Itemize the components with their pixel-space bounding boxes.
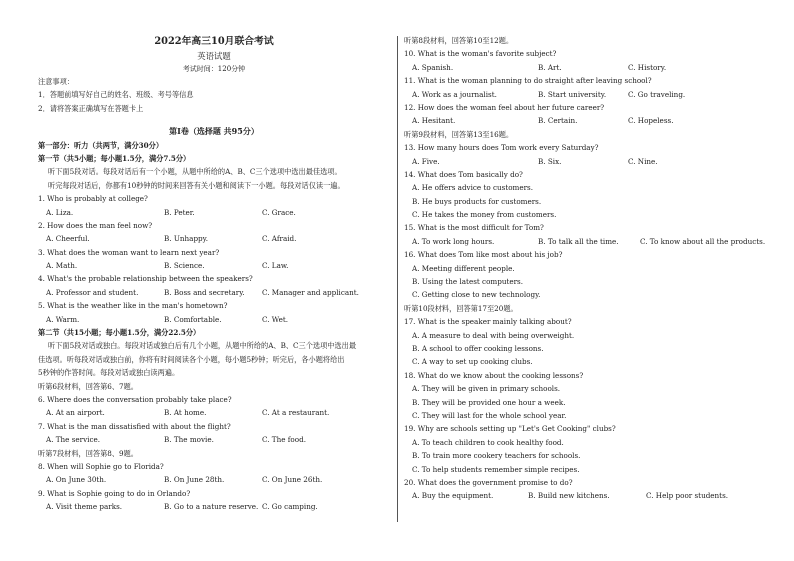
- option-a: A. Work as a journalist.: [412, 89, 497, 99]
- option-c: C. Hopeless.: [628, 116, 674, 126]
- question-10: 10. What is the woman's favorite subject?: [404, 49, 557, 59]
- option-c: C. Go camping.: [262, 502, 318, 512]
- listen-instruction: 听第9段材料，回答第13至16题。: [404, 129, 514, 139]
- option-b: B. At home.: [164, 408, 207, 418]
- question-11: 11. What is the woman planning to do straight after leaving school?: [404, 76, 652, 86]
- options-6: [38, 406, 390, 419]
- options-5: [38, 313, 390, 326]
- exam-title: 2022年高三10月联合考试: [154, 36, 274, 47]
- option-c: C. Help poor students.: [646, 491, 729, 501]
- options-15: [404, 235, 764, 248]
- left-column: [38, 34, 390, 514]
- section1-instruction: 听完每段对话后，你都有10秒钟的时间来回答有关小题和阅读下一小题。每段对话仅读一遍。: [48, 180, 345, 190]
- option-b: B. He buys products for customers.: [412, 196, 542, 206]
- option-c: C. The food.: [262, 435, 306, 445]
- option-a: A. They will be given in primary schools.: [412, 384, 561, 394]
- option-a: A. Hesitant.: [412, 116, 456, 126]
- option-b: B. On June 28th.: [164, 475, 225, 485]
- section2-instruction: 佳选项。听每段对话或独白前，你将有时间阅读各个小题，每小题5秒钟；听完后，各小题将给出: [38, 354, 345, 364]
- option-b: B. To talk all the time.: [538, 236, 619, 246]
- options-8: [38, 473, 390, 486]
- section2-instruction: 5秒钟的作答时间。每段对话或独白读两遍。: [38, 368, 180, 378]
- options-3: [38, 259, 390, 272]
- option-a: A. He offers advice to customers.: [412, 183, 534, 193]
- options-20: [404, 489, 764, 502]
- option-b: B. Build new kitchens.: [528, 491, 610, 501]
- option-a: A. Buy the equipment.: [412, 491, 494, 501]
- option-c: C. Wet.: [262, 314, 289, 324]
- question-9: 9. What is Sophie going to do in Orlando?: [38, 488, 191, 498]
- option-b: B. Unhappy.: [164, 234, 209, 244]
- option-c: C. A way to set up cooking clubs.: [412, 357, 533, 367]
- option-b: B. A school to offer cooking lessons.: [412, 343, 544, 353]
- option-b: B. To train more cookery teachers for schools.: [412, 451, 581, 461]
- question-12: 12. How does the woman feel about her future career?: [404, 102, 605, 112]
- part1-heading: 第一部分：听力（共两节，满分30分）: [38, 140, 164, 150]
- option-a: A. Math.: [46, 261, 78, 271]
- section1-instruction: 听下面5段对话。每段对话后有一个小题，从题中所给的A、B、C三个选项中选出最佳选项。: [48, 167, 342, 177]
- option-c: C. Grace.: [262, 207, 296, 217]
- options-4: [38, 286, 390, 299]
- note-item: 1．答题前填写好自己的姓名、班级、考号等信息: [38, 90, 194, 100]
- question-17: 17. What is the speaker mainly talking about?: [404, 317, 572, 327]
- option-a: A. To teach children to cook healthy food.: [412, 437, 564, 447]
- question-13: 13. How many hours does Tom work every Saturday?: [404, 143, 599, 153]
- option-a: A. At an airport.: [46, 408, 105, 418]
- listen-instruction: 听第7段材料，回答第8、9题。: [38, 448, 138, 458]
- option-a: A. Liza.: [46, 207, 74, 217]
- option-a: A. Cheerful.: [46, 234, 90, 244]
- option-c: C. History.: [628, 62, 667, 72]
- option-a: A. Professor and student.: [46, 287, 139, 297]
- option-b: B. Boss and secretary.: [164, 287, 245, 297]
- options-13: [404, 155, 764, 168]
- option-c: C. At a restaurant.: [262, 408, 330, 418]
- options-12: [404, 114, 764, 127]
- notes-label: 注意事项：: [38, 77, 74, 86]
- listen-instruction: 听第6段材料，回答第6、7题。: [38, 381, 138, 391]
- options-11: [404, 88, 764, 101]
- option-b: B. Science.: [164, 261, 205, 271]
- option-c: C. To know about all the products.: [640, 236, 766, 246]
- column-divider: [397, 36, 398, 522]
- option-c: C. Manager and applicant.: [262, 287, 359, 297]
- question-15: 15. What is the most difficult for Tom?: [404, 223, 544, 233]
- option-b: B. Six.: [538, 156, 562, 166]
- option-b: B. Start university.: [538, 89, 607, 99]
- question-7: 7. What is the man dissatisfied with about the flight?: [38, 421, 231, 431]
- question-16: 16. What does Tom like most about his job?: [404, 250, 563, 260]
- option-c: C. Go traveling.: [628, 89, 686, 99]
- option-a: A. A measure to deal with being overweight.: [412, 330, 575, 340]
- option-a: A. Five.: [412, 156, 440, 166]
- right-column: [404, 34, 764, 503]
- option-a: A. Spanish.: [412, 62, 454, 72]
- question-18: 18. What do we know about the cooking lessons?: [404, 370, 584, 380]
- option-b: B. The movie.: [164, 435, 214, 445]
- options-10: [404, 61, 764, 74]
- option-b: B. They will be provided one hour a week.: [412, 397, 566, 407]
- question-8: 8. When will Sophie go to Florida?: [38, 461, 164, 471]
- question-3: 3. What does the woman want to learn next year?: [38, 247, 220, 257]
- section1-heading: 第一节（共5小题；每小题1.5分，满分7.5分）: [38, 153, 191, 163]
- options-9: [38, 500, 390, 513]
- option-b: B. Peter.: [164, 207, 195, 217]
- option-c: C. On June 26th.: [262, 475, 323, 485]
- option-c: C. Afraid.: [262, 234, 297, 244]
- option-c: C. Law.: [262, 261, 289, 271]
- question-19: 19. Why are schools setting up "Let's Get Cooking" clubs?: [404, 424, 616, 434]
- option-a: A. Meeting different people.: [412, 263, 515, 273]
- option-b: B. Certain.: [538, 116, 578, 126]
- question-4: 4. What's the probable relationship between the speakers?: [38, 274, 253, 284]
- option-b: B. Go to a nature reserve.: [164, 502, 259, 512]
- section2-heading: 第二节（共15小题；每小题1.5分，满分22.5分）: [38, 328, 201, 338]
- option-a: A. To work long hours.: [412, 236, 495, 246]
- option-b: B. Art.: [538, 62, 562, 72]
- option-b: B. Comfortable.: [164, 314, 222, 324]
- question-20: 20. What does the government promise to do?: [404, 477, 573, 487]
- option-c: C. To help students remember simple recipes.: [412, 464, 580, 474]
- option-c: C. They will last for the whole school year.: [412, 410, 567, 420]
- section2-instruction: 听下面5段对话或独白。每段对话或独白后有几个小题，从题中所给的A、B、C三个选项中选出最: [48, 341, 357, 351]
- question-2: 2. How does the man feel now?: [38, 220, 153, 230]
- listen-instruction: 听第10段材料，回答第17至20题。: [404, 303, 518, 313]
- options-2: [38, 232, 390, 245]
- option-b: B. Using the latest computers.: [412, 277, 524, 287]
- option-a: A. Warm.: [46, 314, 80, 324]
- question-14: 14. What does Tom basically do?: [404, 169, 523, 179]
- note-item: 2．请将答案正确填写在答题卡上: [38, 103, 144, 113]
- option-a: A. The service.: [46, 435, 101, 445]
- option-a: A. Visit theme parks.: [46, 502, 123, 512]
- option-c: C. He takes the money from customers.: [412, 210, 557, 220]
- option-c: C. Nine.: [628, 156, 658, 166]
- option-c: C. Getting close to new technology.: [412, 290, 541, 300]
- question-1: 1. Who is probably at college?: [38, 194, 148, 204]
- options-1: [38, 206, 390, 219]
- exam-subtitle: 英语试题: [197, 51, 231, 61]
- volume-heading: 第I卷（选择题 共95分）: [169, 126, 259, 137]
- question-6: 6. Where does the conversation probably take place?: [38, 394, 232, 404]
- option-a: A. On June 30th.: [46, 475, 107, 485]
- exam-time: 考试时间：120分钟: [182, 65, 246, 73]
- listen-instruction: 听第8段材料，回答第10至12题。: [404, 36, 514, 45]
- options-7: [38, 433, 390, 446]
- question-5: 5. What is the weather like in the man's hometown?: [38, 301, 228, 311]
